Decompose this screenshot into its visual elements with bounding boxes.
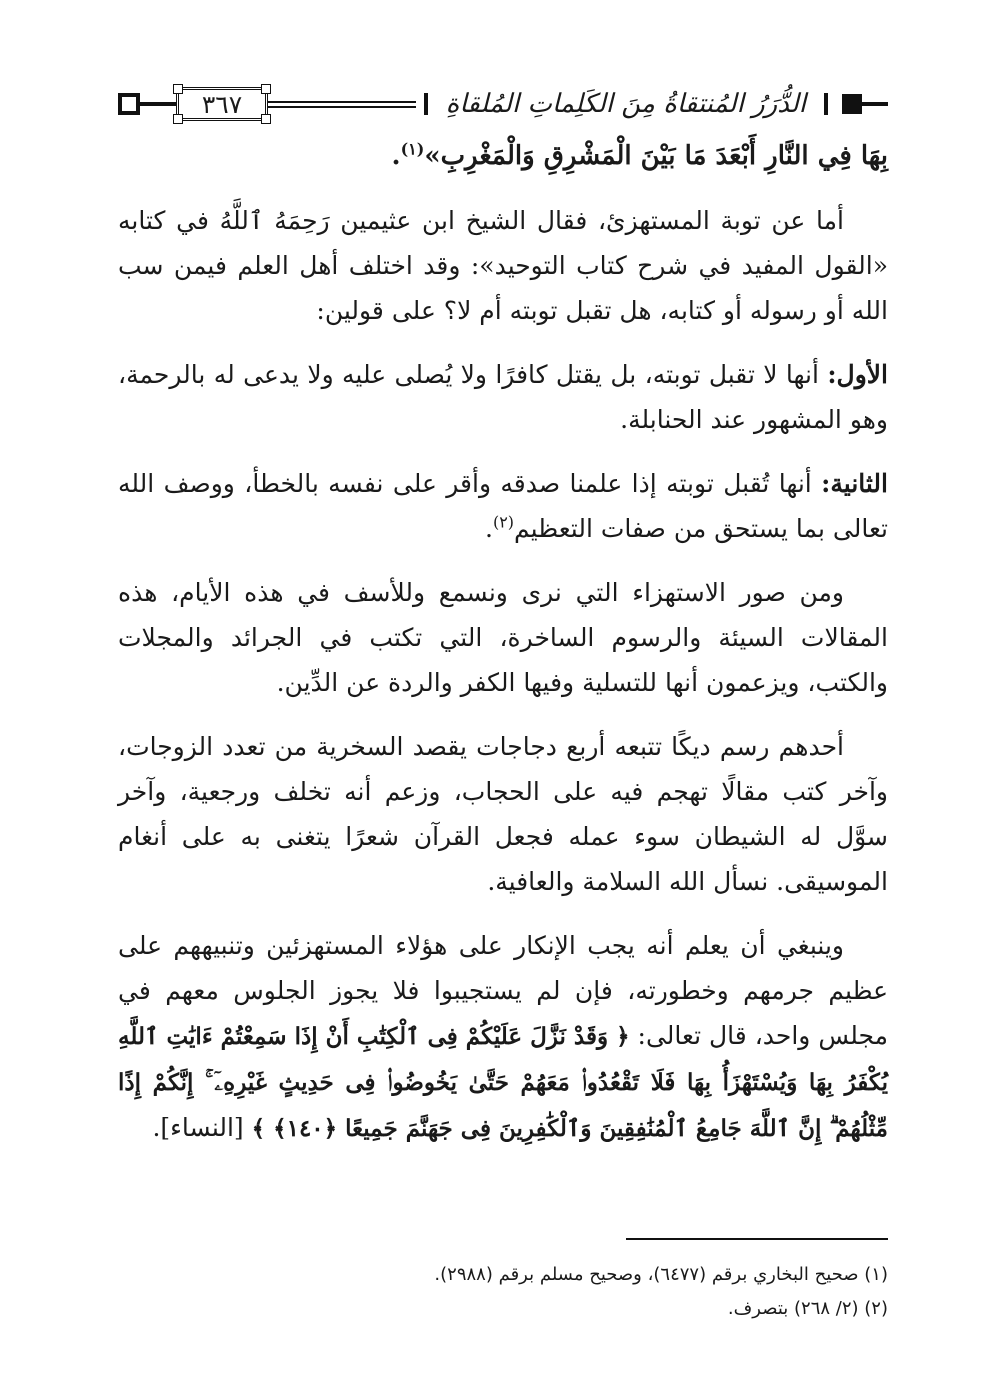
paragraph-rejection: [118, 923, 888, 1151]
quran-verse: ﴿ وَقَدْ نَزَّلَ عَلَيْكُمْ فِى ٱلْكِتَٰبِ أَنْ إِذَا سَمِعْتُمْ ءَايَٰتِ ٱللَّهِ يُكْفَرُ بِهَا وَيُسْتَهْزَأُ بِهَا فَلَا تَقْعُدُوا۟ مَعَهُمْ حَتَّىٰ يَخُوضُوا۟ فِى حَدِيثٍ غَيْرِهِۦٓ ۚ إِنَّكُمْ إِذًا مِّثْلُهُمْ ۗ إِنَّ ٱللَّهَ جَامِعُ ٱلْمُنَٰفِقِينَ وَٱلْكَٰفِرِينَ فِى جَهَنَّمَ جَمِيعًا ﴿١٤٠﴾ ﴾: [118, 1023, 888, 1142]
paragraph-text: أما عن توبة المستهزئ، فقال الشيخ ابن عثيمين رَحِمَهُ ٱللَّهُ في كتابه «القول المفيد في شرح كتاب التوحيد»: وقد اختلف أهل العلم فيمن سب الله أو رسوله أو كتابه، هل تقبل توبته أم لا؟ على قولين:: [118, 206, 888, 325]
ornament-square-filled: [842, 94, 862, 114]
paragraph-examples: [118, 724, 888, 904]
paragraph-text: أحدهم رسم ديكًا تتبعه أربع دجاجات يقصد السخرية من تعدد الزوجات، وآخر كتب مقالًا تهجم فيه على الحجاب، وزعم أنه تخلف ورجعية، وآخر سوَّل له الشيطان سوء عمله فجعل القرآن شعرًا يتغنى به على أنغام الموسيقى. نسأل الله السلامة والعافية.: [118, 732, 888, 896]
page-body: [118, 134, 888, 1170]
paragraph-text: أنها لا تقبل توبته، بل يقتل كافرًا ولا يُصلى عليه ولا يدعى له بالرحمة، وهو المشهور عند الحنابلة.: [118, 360, 888, 434]
paragraph-text: ومن صور الاستهزاء التي نرى ونسمع وللأسف في هذه الأيام، هذه المقالات السيئة والرسوم الساخرة، التي تكتب في الجرائد والمجلات والكتب، ويزعمون أنها للتسلية وفيها الكفر والردة عن الدِّين.: [118, 578, 888, 697]
ornament-rule: [862, 102, 888, 106]
footnote-1: (١) صحيح البخاري برقم (٦٤٧٧)، وصحيح مسلم برقم (٢٩٨٨).: [434, 1264, 888, 1285]
ornament-double-rule: [268, 101, 416, 108]
paragraph-text: وينبغي أن يعلم أنه يجب الإنكار على هؤلاء المستهزئين وتنبيههم على عظيم جرمهم وخطورته، فإن لم يستجيبوا فلا يجوز الجلوس معهم في مجلس واحد، قال تعالى:: [118, 931, 888, 1050]
footnotes: [118, 1258, 888, 1326]
paragraph-text: أنها تُقبل توبته إذا علمنا صدقه وأقر على نفسه بالخطأ، ووصف الله تعالى بما يستحق من صفات التعظيم: [118, 469, 888, 543]
opinion-label: الأول:: [827, 360, 888, 389]
paragraph-repentance-intro: [118, 198, 888, 333]
hadith-continuation: بِهَا فِي النَّارِ أَبْعَدَ مَا بَيْنَ الْمَشْرِقِ وَالْمَغْرِبِ»$^{(١)}$.: [391, 139, 888, 171]
footnote-ref-1: (١): [400, 139, 425, 159]
hadith-text: بِهَا فِي النَّارِ أَبْعَدَ مَا بَيْنَ الْمَشْرِقِ وَالْمَغْرِبِ»: [424, 141, 888, 171]
opinion-label: الثانية:: [821, 469, 888, 498]
footnote-ref-2: (٢): [492, 512, 515, 532]
ornament-rule: [140, 102, 176, 106]
ornament-bar: [424, 93, 428, 115]
page-header: [118, 84, 888, 124]
surah-reference: [النساء].: [152, 1113, 252, 1142]
ornament-bar: [824, 93, 828, 115]
ornament-corner: [261, 84, 271, 94]
paragraph-second-opinion: الثانية: أنها تُقبل توبته إذا علمنا صدقه وأقر على نفسه بالخطأ، ووصف الله تعالى بما يستحق من صفات التعظيم$^{(٢)}$.: [118, 469, 888, 543]
book-title: الدُّرَرُ المُنتقاةُ مِنَ الكَلِماتِ المُلقاةِ: [445, 89, 806, 119]
footnote-divider: [626, 1238, 888, 1240]
ornament-corner: [173, 114, 183, 124]
page-number: ٣٦٧: [201, 89, 243, 119]
ornament-corner: [173, 84, 183, 94]
paragraph-mockery-forms: [118, 570, 888, 705]
ornament-square-open: [118, 93, 140, 115]
ornament-corner: [261, 114, 271, 124]
footnote-2: (٢) (٢/ ٢٦٨) بتصرف.: [727, 1298, 888, 1319]
paragraph-first-opinion: [118, 352, 888, 442]
page-number-frame: [176, 87, 268, 121]
